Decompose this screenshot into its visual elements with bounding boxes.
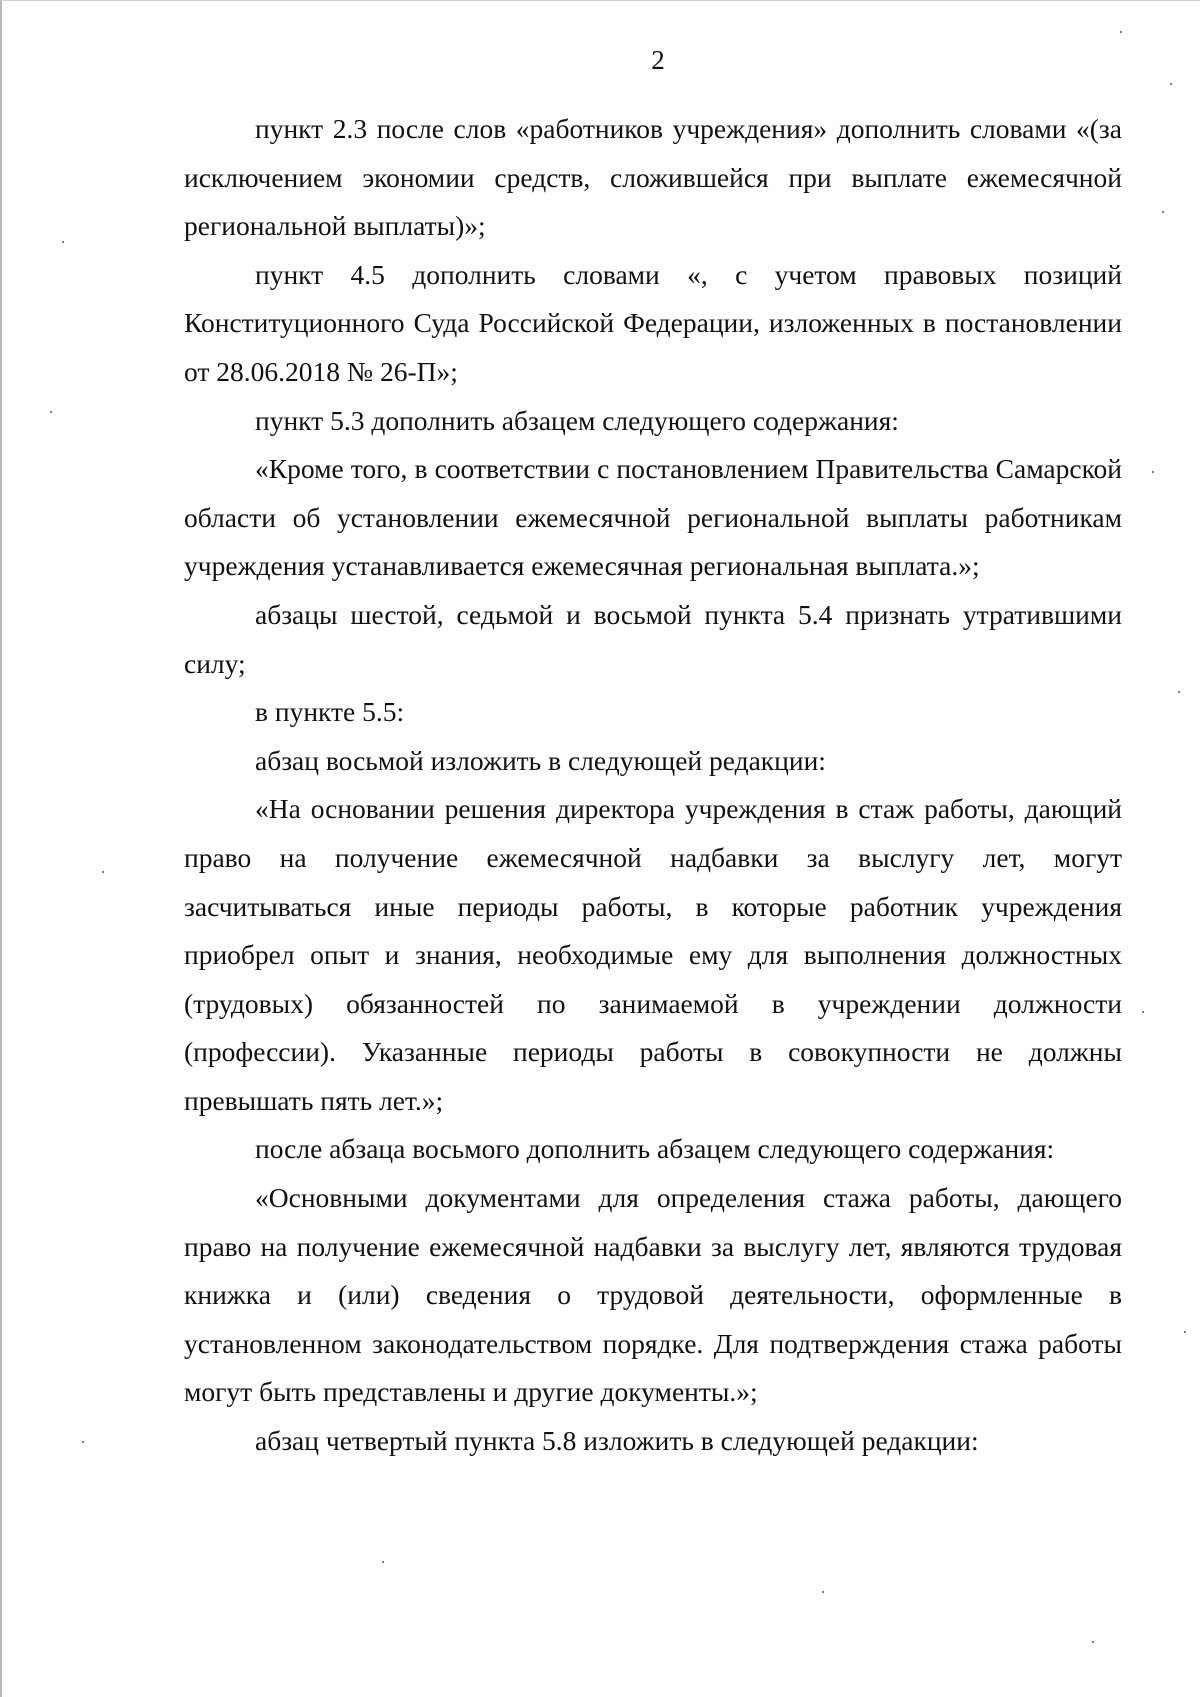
scan-speck — [50, 411, 52, 413]
scan-speck — [382, 1561, 384, 1563]
paragraph-item-2-3: пункт 2.3 после слов «работников учреждения» дополнить словами «(за исключением экономии средств, сложившейся при выплате ежемесячной региональной выплаты)»; — [184, 113, 1122, 242]
paragraph-eighth-indent-edit: абзац восьмой изложить в следующей редакции: — [255, 744, 826, 776]
scan-speck — [1142, 1011, 1144, 1013]
scan-speck — [1120, 31, 1122, 33]
scan-speck — [1170, 83, 1172, 85]
paragraph-regional-payment-quote: «Кроме того, в соответствии с постановлением Правительства Самарской области об установлении ежемесячной региональной выплаты работникам учреждения устанавливается ежемесячная региональная выплата.»; — [184, 453, 1122, 582]
scan-speck — [1178, 691, 1180, 693]
scan-speck — [1152, 471, 1154, 473]
scan-speck — [1184, 1331, 1186, 1333]
scan-speck — [62, 241, 64, 243]
paragraph-after-eighth-indent: после абзаца восьмого дополнить абзацем следующего содержания: — [255, 1133, 1055, 1165]
scan-speck — [1092, 1641, 1094, 1643]
paragraph-director-decision-quote: «На основании решения директора учреждения в стаж работы, дающий право на получение ежемесячной надбавки за выслугу лет, могут засчитываться иные периоды работы, в которые работник учреждения приобрел опыт и знания, необходимые ему для выполнения должностных (трудовых) обязанностей по занимаемой в учреждении должности (профессии). Указанные периоды работы в совокупности не должны превышать пять лет.»; — [184, 793, 1122, 1116]
paragraph-documents-quote: «Основными документами для определения стажа работы, дающего право на получение ежемесячной надбавки за выслугу лет, являются трудовая книжка и (или) сведения о трудовой деятельности, оформленные в установленном законодательством порядке. Для подтверждения стажа работы могут быть представлены и другие документы.»; — [184, 1182, 1122, 1408]
scan-speck — [82, 1441, 84, 1443]
paragraph-item-5-8: абзац четвертый пункта 5.8 изложить в следующей редакции: — [255, 1425, 979, 1457]
scan-speck — [102, 871, 104, 873]
document-body — [184, 105, 1122, 1466]
paragraph-item-5-4: абзацы шестой, седьмой и восьмой пункта 5.4 признать утратившими силу; — [184, 598, 1122, 679]
scan-speck — [1162, 211, 1164, 213]
paragraph-item-4-5: пункт 4.5 дополнить словами «, с учетом правовых позиций Конституционного Суда Российской Федерации, изложенных в постановлении от 28.06.2018 № 26-П»; — [184, 258, 1122, 387]
paragraph-item-5-3: пункт 5.3 дополнить абзацем следующего содержания: — [255, 404, 899, 436]
paragraph-item-5-5: в пункте 5.5: — [255, 696, 405, 728]
page-number: 2 — [651, 45, 665, 75]
scan-speck — [822, 1591, 824, 1593]
